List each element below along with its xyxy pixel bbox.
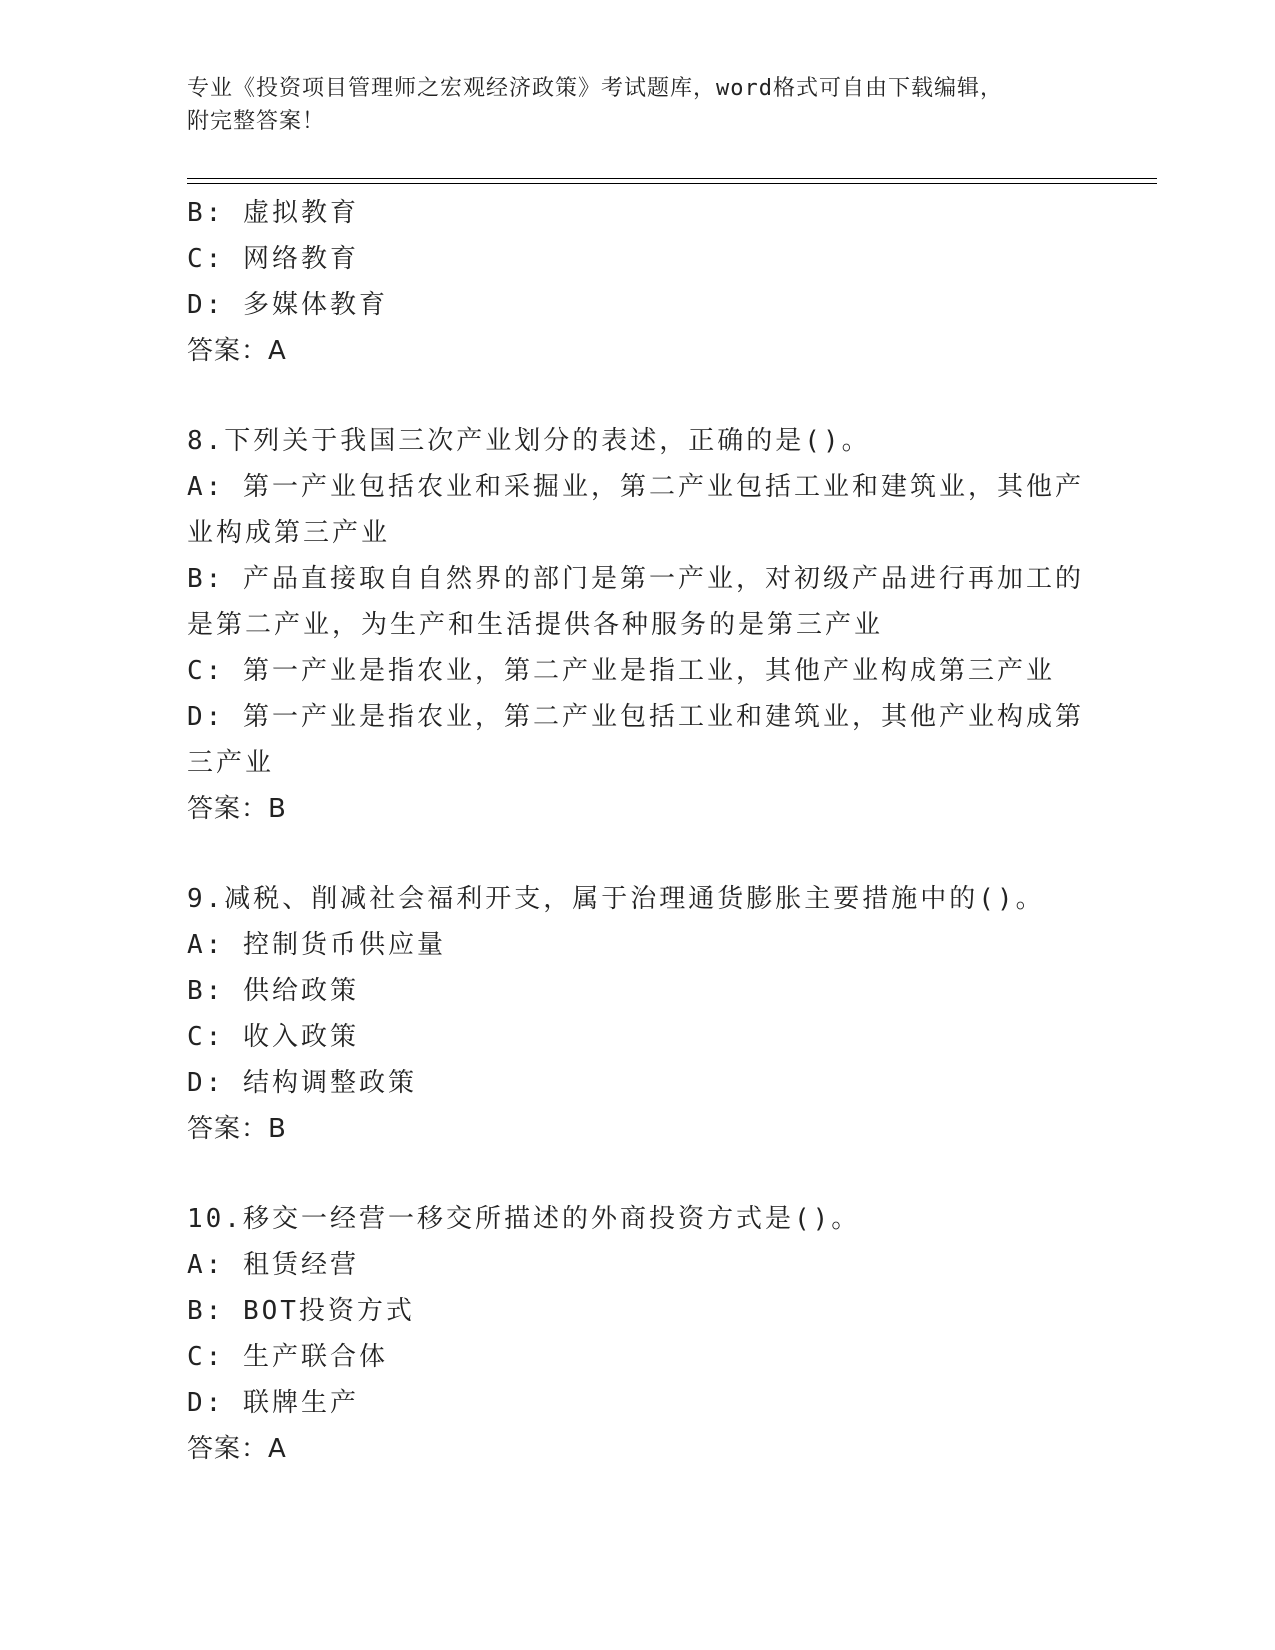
option-a: A: 租赁经营 [187, 1250, 359, 1280]
header-divider-bottom [187, 183, 1157, 184]
question-8 [187, 418, 1087, 832]
question-list [187, 190, 1087, 1472]
option-a: A: 控制货币供应量 [187, 930, 446, 960]
option-c: C: 第一产业是指农业，第二产业是指工业，其他产业构成第三产业 [187, 656, 1055, 686]
question-stem: 10.移交一经营一移交所描述的外商投资方式是()。 [187, 1204, 861, 1234]
question-10 [187, 1196, 1087, 1472]
header-divider-top [187, 178, 1157, 179]
spacer [187, 374, 1087, 418]
option-a-line-2: 业构成第三产业 [187, 518, 391, 548]
option-b: B: 供给政策 [187, 976, 359, 1006]
answer: 答案：A [187, 336, 287, 366]
document-header [187, 72, 1087, 138]
question-7-tail [187, 190, 1087, 374]
option-d-line-1: D: 第一产业是指农业，第二产业包括工业和建筑业，其他产业构成第 [187, 702, 1084, 732]
option-d-line-2: 三产业 [187, 748, 275, 778]
spacer [187, 1152, 1087, 1196]
option-d: D: 联牌生产 [187, 1388, 359, 1418]
option-c: C: 网络教育 [187, 244, 359, 274]
answer: 答案：B [187, 794, 287, 824]
option-b-line-1: B: 产品直接取自自然界的部门是第一产业，对初级产品进行再加工的 [187, 564, 1084, 594]
answer: 答案：A [187, 1434, 287, 1464]
question-stem: 9.减税、削减社会福利开支，属于治理通货膨胀主要措施中的()。 [187, 884, 1045, 914]
option-b: B: BOT投资方式 [187, 1296, 415, 1326]
option-c: C: 收入政策 [187, 1022, 359, 1052]
header-line-2: 附完整答案！ [187, 109, 326, 134]
answer: 答案：B [187, 1114, 287, 1144]
option-b-line-2: 是第二产业，为生产和生活提供各种服务的是第三产业 [187, 610, 884, 640]
option-d: D: 结构调整政策 [187, 1068, 417, 1098]
question-stem: 8.下列关于我国三次产业划分的表述，正确的是()。 [187, 426, 871, 456]
header-line-1: 专业《投资项目管理师之宏观经济政策》考试题库，word格式可自由下载编辑， [187, 76, 1003, 101]
question-9 [187, 876, 1087, 1152]
spacer [187, 832, 1087, 876]
option-a-line-1: A: 第一产业包括农业和采掘业，第二产业包括工业和建筑业，其他产 [187, 472, 1084, 502]
option-d: D: 多媒体教育 [187, 290, 388, 320]
option-b: B: 虚拟教育 [187, 198, 359, 228]
option-c: C: 生产联合体 [187, 1342, 388, 1372]
